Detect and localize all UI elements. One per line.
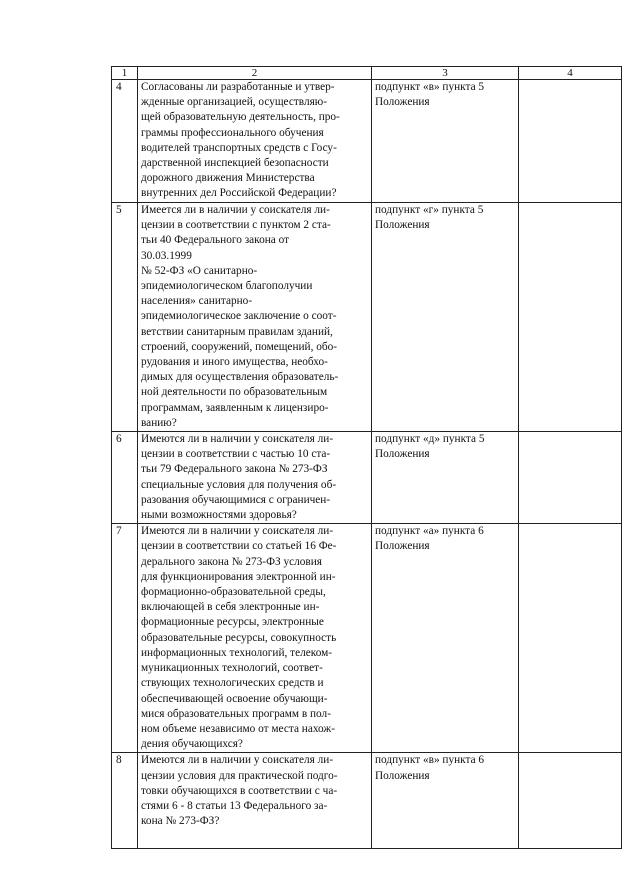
question-line: граммы профессионального обучения: [141, 126, 324, 139]
table-row: [112, 432, 622, 524]
question-line: тьи 79 Федерального закона № 273-ФЗ: [141, 463, 328, 476]
question-line: димых для осуществления образователь-: [141, 371, 339, 384]
question-line: водителей транспортных средств с Госу-: [141, 141, 337, 154]
row-number: 8: [112, 753, 138, 849]
question-line: рудования и иного имущества, необхо-: [141, 356, 328, 369]
question-line: ном объеме независимо от места нахож-: [141, 722, 335, 735]
question-line: ными возможностями здоровья?: [141, 509, 297, 522]
requirement-question: [138, 203, 372, 432]
header-cell-4: 4: [519, 67, 622, 80]
question-line: внутренних дел Российской Федерации?: [141, 187, 337, 200]
requirement-question: [138, 80, 372, 203]
reference-line: подпункт «в» пункта 6: [375, 754, 485, 767]
question-line: информационных технологий, телеком-: [141, 646, 333, 659]
question-line: № 52-ФЗ «О санитарно-: [141, 264, 258, 277]
note-cell: [519, 753, 622, 849]
question-line: формационные ресурсы, электронные: [141, 616, 324, 629]
reference-line: подпункт «а» пункта 6: [375, 525, 484, 538]
question-line: мися образовательных программ в пол-: [141, 707, 331, 720]
question-line: обеспечивающей освоение обучающи-: [141, 692, 328, 705]
reference-line: Положения: [375, 540, 430, 553]
requirement-question: [138, 432, 372, 524]
question-line: Имеются ли в наличии у соискателя ли-: [141, 433, 334, 446]
question-line: строений, сооружений, помещений, обо-: [141, 340, 338, 353]
question-line: щей образовательную деятельность, про-: [141, 111, 340, 124]
requirement-question: [138, 524, 372, 753]
row-number: 4: [112, 80, 138, 203]
question-line: программам, заявленным к лицензиро-: [141, 401, 329, 414]
table-row: [112, 80, 622, 203]
question-line: дерального закона № 273-ФЗ условия: [141, 555, 322, 568]
regulation-reference: [372, 203, 519, 432]
regulation-reference: [372, 753, 519, 849]
question-line: стями 6 - 8 статьи 13 Федерального за-: [141, 799, 328, 812]
table-row: [112, 203, 622, 432]
row-number: 7: [112, 524, 138, 753]
regulation-reference: [372, 432, 519, 524]
question-line: Имеются ли в наличии у соискателя ли-: [141, 754, 334, 767]
question-line: цензии условия для практической подго-: [141, 769, 338, 782]
question-line: для функционирования электронной ин-: [141, 570, 336, 583]
question-line: разования обучающимися с ограничен-: [141, 493, 331, 506]
question-line: муникационных технологий, соответ-: [141, 662, 323, 675]
question-line: эпидемиологическое заключение о соот-: [141, 310, 337, 323]
question-line: ствующих технологических средств и: [141, 677, 324, 690]
reference-line: подпункт «д» пункта 5: [375, 433, 485, 446]
question-line: цензии в соответствии с частью 10 ста-: [141, 448, 331, 461]
question-line: дарственной инспекцией безопасности: [141, 157, 329, 170]
question-line: формационно-образовательной среды,: [141, 586, 326, 599]
question-line: эпидемиологическом благополучии: [141, 280, 313, 293]
question-line: кона № 273-ФЗ?: [141, 815, 220, 828]
reference-line: Положения: [375, 219, 430, 232]
note-cell: [519, 80, 622, 203]
row-number: 5: [112, 203, 138, 432]
question-line: населения» санитарно-: [141, 295, 253, 308]
question-line: Согласованы ли разработанные и утвер-: [141, 81, 335, 93]
reference-line: подпункт «в» пункта 5: [375, 81, 485, 93]
reference-line: Положения: [375, 769, 430, 782]
question-line: образовательные ресурсы, совокупность: [141, 631, 337, 644]
requirement-question: [138, 753, 372, 849]
note-cell: [519, 524, 622, 753]
question-line: ной деятельности по образовательным: [141, 386, 328, 399]
question-line: включающей в себя электронные ин-: [141, 601, 320, 614]
question-line: Имеются ли в наличии у соискателя ли-: [141, 525, 334, 538]
reference-line: Положения: [375, 96, 430, 109]
question-line: цензии в соответствии со статьей 16 Фе-: [141, 540, 337, 553]
reference-line: Положения: [375, 448, 430, 461]
header-cell-3: 3: [372, 67, 519, 80]
question-line: дения обучающихся?: [141, 738, 243, 751]
header-cell-2: 2: [138, 67, 372, 80]
question-line: ветствии санитарным правилам зданий,: [141, 325, 333, 338]
question-line: дорожного движения Министерства: [141, 172, 315, 185]
regulation-reference: [372, 524, 519, 753]
requirements-table: [111, 66, 622, 849]
table-row: [112, 753, 622, 849]
question-line: тьи 40 Федерального закона от: [141, 234, 290, 247]
question-line: 30.03.1999: [141, 249, 192, 262]
header-cell-1: 1: [112, 67, 138, 80]
question-line: цензии в соответствии с пунктом 2 ста-: [141, 219, 331, 232]
note-cell: [519, 203, 622, 432]
table-row: [112, 524, 622, 753]
reference-line: подпункт «г» пункта 5: [375, 204, 484, 216]
row-number: 6: [112, 432, 138, 524]
question-line: товки обучающихся в соответствии с ча-: [141, 784, 338, 797]
regulation-reference: [372, 80, 519, 203]
question-line: Имеется ли в наличии у соискателя ли-: [141, 204, 330, 216]
question-line: ванию?: [141, 416, 177, 429]
header-row: [112, 67, 622, 80]
question-line: специальные условия для получения об-: [141, 478, 337, 491]
note-cell: [519, 432, 622, 524]
question-line: жденные организацией, осуществляю-: [141, 96, 328, 109]
